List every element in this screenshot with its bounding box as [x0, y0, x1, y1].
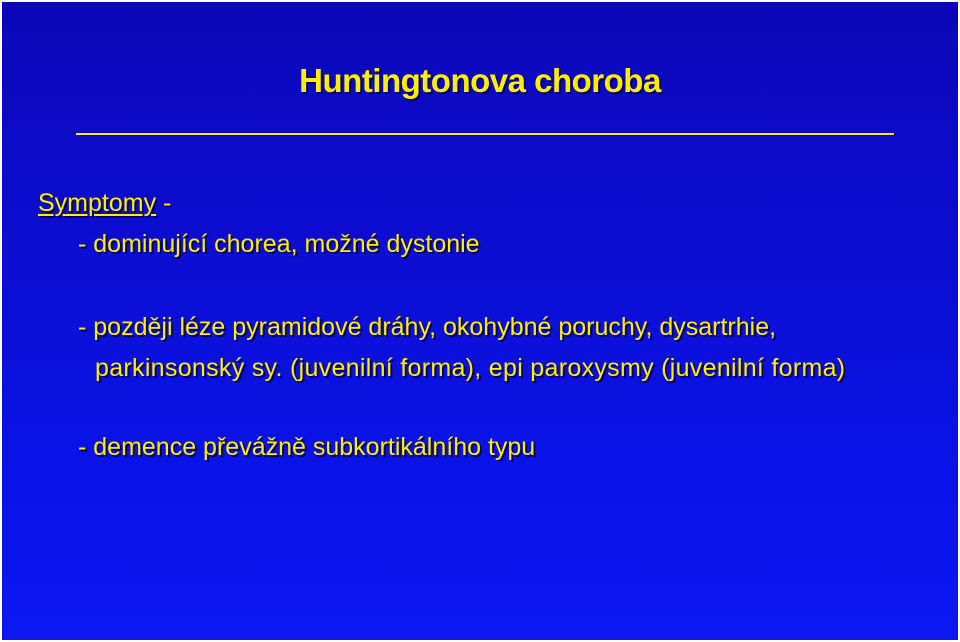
bullet-chorea: - dominující chorea, možné dystonie — [78, 230, 480, 258]
symptoms-label: Symptomy — [38, 189, 157, 217]
slide — [2, 2, 958, 640]
title-underline-rule — [76, 133, 894, 135]
bullet-dementia: - demence převážně subkortikálního typu — [78, 433, 536, 461]
bullet-later-lesions-continued: parkinsonský sy. (juvenilní forma), epi paroxysmy (juvenilní forma) — [95, 354, 846, 382]
symptoms-heading — [38, 187, 171, 219]
bullet-later-lesions: - později léze pyramidové dráhy, okohybné poruchy, dysartrhie, — [78, 313, 777, 341]
symptoms-dash: - — [156, 189, 172, 217]
slide-title: Huntingtonova choroba — [299, 62, 661, 99]
